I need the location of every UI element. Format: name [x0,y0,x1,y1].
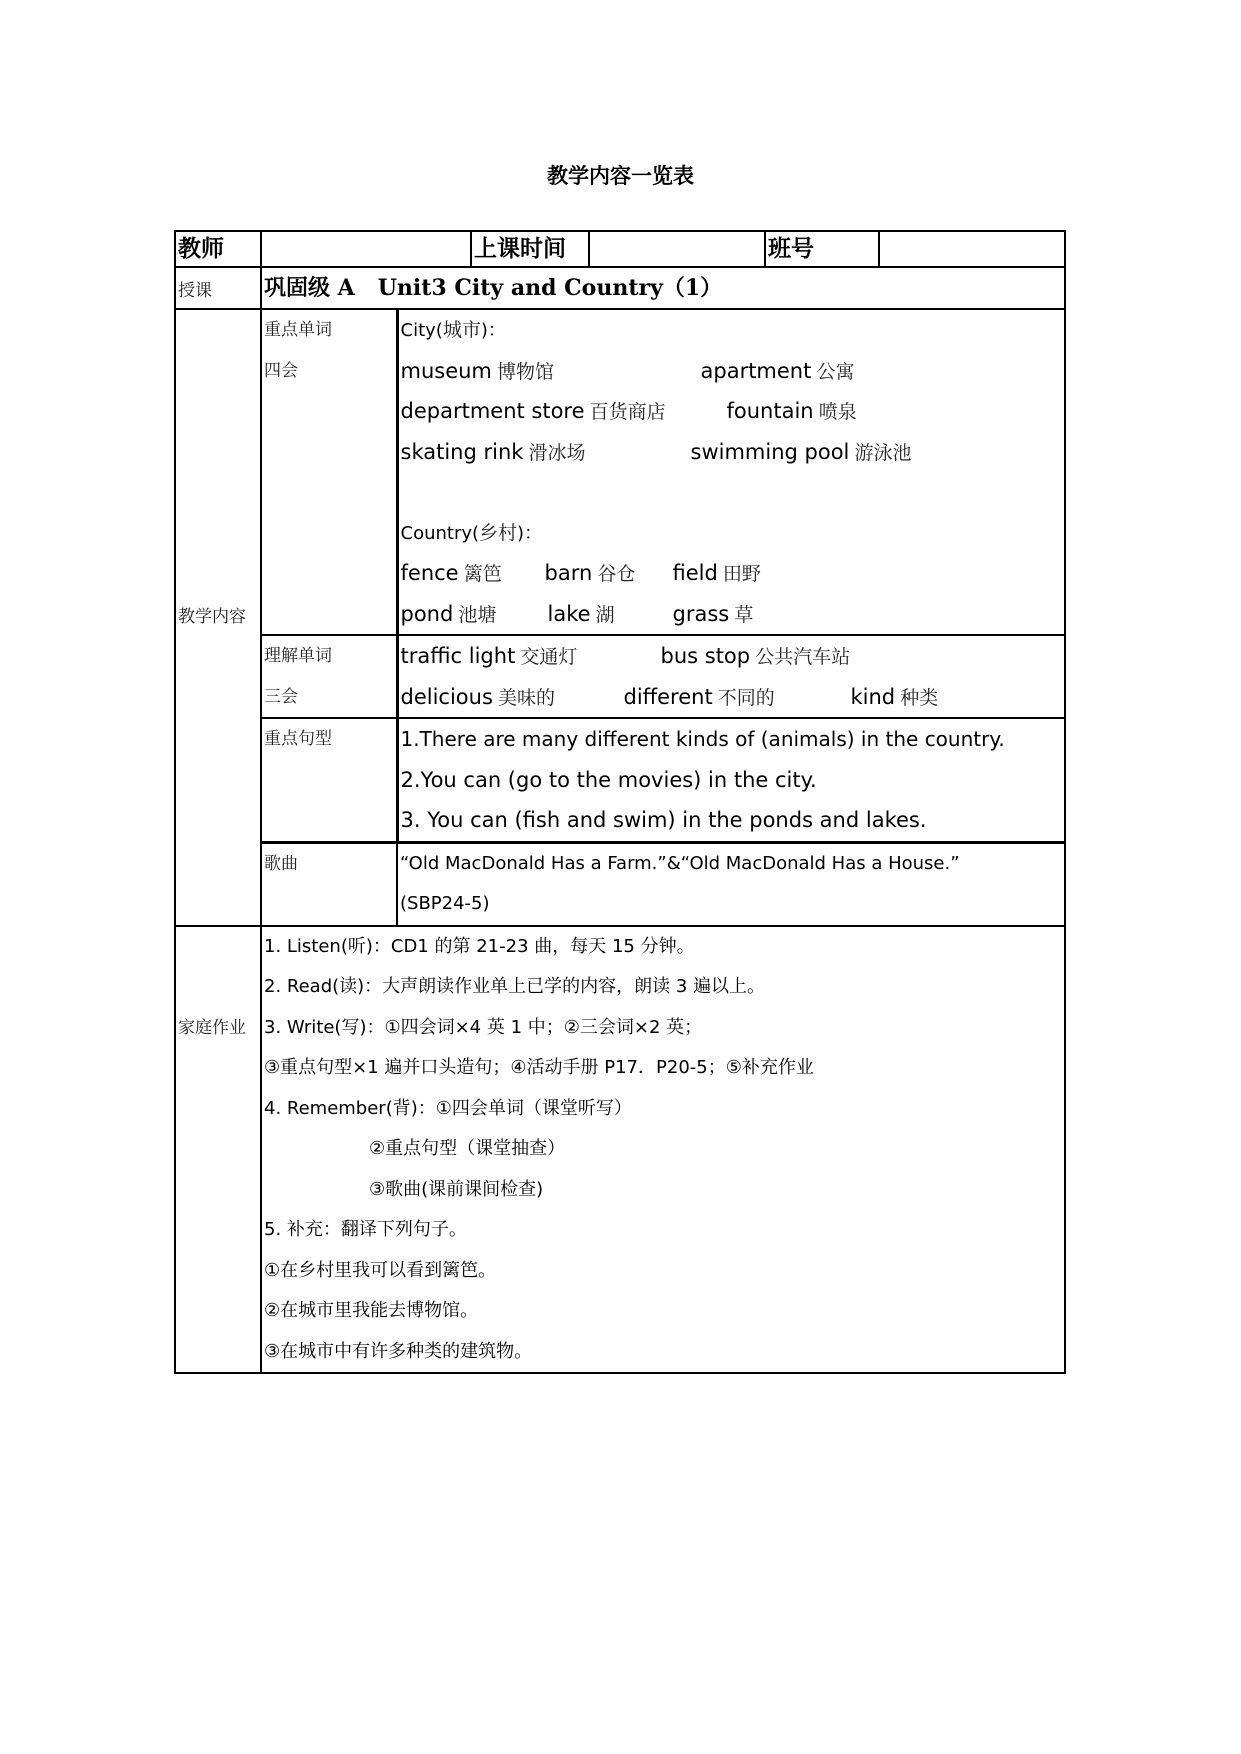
topic-level: 巩固级 A [264,275,355,301]
four-skill-label-2: 四会 [264,360,298,381]
topic-row [175,267,1065,309]
word-line: skating rink 滑冰场 swimming pool 游泳池 [400,439,912,464]
homework-label: 家庭作业 [178,1017,246,1038]
four-skill-label-1: 重点单词 [264,320,332,340]
four-skill-label-cell [261,309,397,635]
song-label: 歌曲 [264,853,298,874]
content-label: 教学内容 [178,607,246,628]
word-line: traffic light 交通灯 bus stop 公共汽车站 [400,644,851,668]
topic-value [261,267,1065,309]
time-value [589,231,765,267]
teacher-label: 教师 [175,231,261,267]
homework-cell [261,926,1065,1374]
homework-line: 5. 补充：翻译下列句子。 [264,1219,467,1240]
three-skill-label-1: 理解单词 [264,646,332,666]
homework-line: 2. Read(读)：大声朗读作业单上已学的内容，朗读 3 遍以上。 [264,976,766,997]
lesson-table [174,230,1066,1374]
sentences-row [175,718,1065,842]
homework-label-cell [175,926,261,1374]
page-title: 教学内容一览表 [547,163,694,188]
four-skill-words [397,309,1065,635]
three-skill-label-cell [261,635,397,718]
homework-line: ③在城市中有许多种类的建筑物。 [264,1340,533,1362]
sentences-label: 重点句型 [264,729,332,749]
homework-line: 1. Listen(听)：CD1 的第 21-23 曲，每天 15 分钟。 [264,935,695,957]
homework-line: 4. Remember(背)：①四会单词（课堂听写） [264,1097,632,1119]
blank-line [401,472,1065,513]
word-line: delicious 美味的 different 不同的 kind 种类 [400,684,939,709]
song-label-cell [261,842,397,926]
teacher-value [261,231,471,267]
sentences-cell [397,718,1065,842]
homework-row [175,926,1065,1374]
topic-label: 授课 [175,267,261,309]
word-line: department store 百货商店 fountain 喷泉 [400,399,857,423]
word-line: museum 博物馆 apartment 公寓 [400,358,855,383]
header-row [175,231,1065,267]
sentences-label-cell [261,718,397,842]
topic-unit: Unit3 City and Country（1） [377,275,723,301]
content-label-cell [175,309,261,926]
song-line: (SBP24-5) [400,893,490,914]
city-heading: City(城市)： [400,319,506,341]
word-line: fence 篱笆 barn 谷仓 field 田野 [400,561,761,585]
song-cell [397,842,1065,926]
homework-line: 3. Write(写)：①四会词×4 英 1 中；②三会词×2 英； [264,1016,703,1038]
class-label: 班号 [765,231,879,267]
word-line: pond 池塘 lake 湖 grass 草 [400,601,754,626]
three-skill-row [175,635,1065,718]
four-skill-row [175,309,1065,635]
country-heading: Country(乡村)： [400,521,543,544]
sentence-item: 1.There are many different kinds of (animals) in the country. [400,727,1005,751]
homework-line: ②重点句型（课堂抽查） [369,1138,566,1159]
homework-line: ③重点句型×1 遍并口头造句；④活动手册 P17．P20-5；⑤补充作业 [264,1057,814,1078]
homework-line: ③歌曲(课前课间检查) [369,1178,544,1200]
song-line: “Old MacDonald Has a Farm.”&“Old MacDonald Has a House.” [400,852,960,874]
sentence-item: 3. You can (fish and swim) in the ponds and lakes. [400,808,927,832]
song-row [175,842,1065,926]
sentence-item: 2.You can (go to the movies) in the city. [400,767,817,792]
time-label: 上课时间 [471,231,589,267]
class-value [879,231,1065,267]
homework-line: ①在乡村里我可以看到篱笆。 [264,1259,497,1281]
three-skill-label-2: 三会 [264,686,298,707]
three-skill-words [397,635,1065,718]
homework-line: ②在城市里我能去博物馆。 [264,1300,479,1321]
